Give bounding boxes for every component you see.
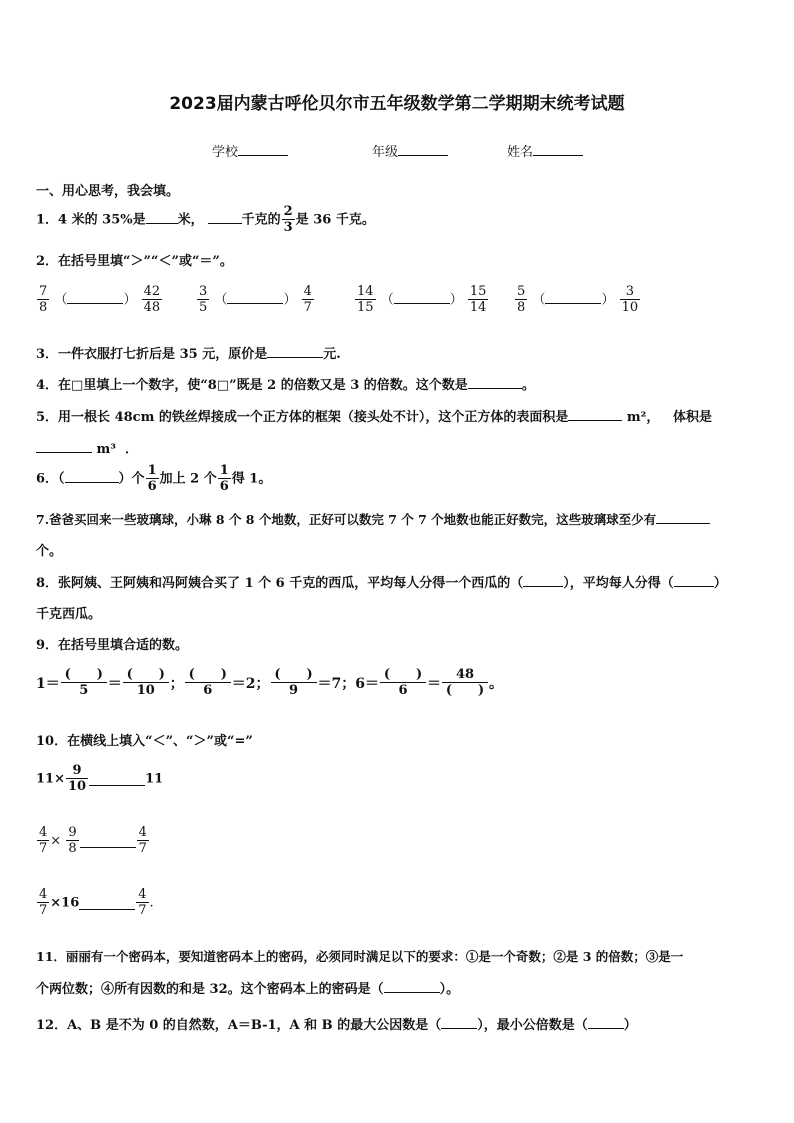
- q9-blank-5[interactable]: ( ): [383, 667, 423, 682]
- fraction: $\frac{1}{6}$: [219, 463, 229, 494]
- fraction: $\frac{42}{48}$: [143, 284, 161, 315]
- q2-item-2: $\frac{3}{5}$ （ ） $\frac{4}{7}$: [199, 284, 312, 315]
- fraction: $\frac{( )}{10}$: [123, 668, 169, 698]
- q1-blank-1[interactable]: [146, 211, 178, 224]
- fraction: $\frac{( )}{9}$: [271, 668, 317, 698]
- page-title: 2023届内蒙古呼伦贝尔市五年级数学第二学期期末统考试题: [169, 94, 625, 114]
- fraction: $\frac{3}{5}$: [199, 284, 208, 315]
- question-8-cont: 千克西瓜。: [36, 607, 102, 622]
- fraction: $\frac{4}{7}$: [39, 887, 48, 918]
- question-12: 12．A、B 是不为 0 的自然数，A＝B-1，A 和 B 的最大公因数是（ ），最小公倍数是（ ）: [36, 1018, 637, 1033]
- question-10: 10．在横线上填入“＜”、“＞”或“=”: [36, 734, 253, 749]
- question-5-cont: m³ ．: [36, 438, 138, 457]
- fraction: $\frac{( )}{6}$: [380, 668, 426, 698]
- q10-row-2: $\frac{4}{7}$ × $\frac{9}{8}$ $\frac{4}{7}$: [39, 825, 147, 856]
- fraction: $\frac{4}{7}$: [39, 825, 48, 856]
- question-6: 6．（ ）个 $\frac{1}{6}$ 加上 2 个 $\frac{1}{6}$ 得 1。: [36, 463, 272, 494]
- section-heading: 一、用心思考，我会填。: [36, 184, 180, 199]
- q10-row-1: 11× $\frac{9}{10}$ 11: [36, 763, 164, 794]
- q10-blank-2[interactable]: [80, 835, 136, 848]
- fraction: $\frac{4}{7}$: [138, 887, 147, 918]
- q11-blank[interactable]: [384, 980, 440, 993]
- q8-blank-2[interactable]: [674, 574, 714, 587]
- q2-item-3: $\frac{14}{15}$ （ ） $\frac{15}{14}$: [357, 284, 487, 315]
- fraction: $\frac{( )}{5}$: [61, 668, 107, 698]
- fraction: $\frac{15}{14}$: [469, 284, 487, 315]
- fraction: $\frac{1}{6}$: [147, 463, 157, 494]
- fraction: $\frac{3}{10}$: [621, 284, 639, 315]
- question-7-cont: 个。: [36, 544, 63, 559]
- name-blank[interactable]: [533, 142, 583, 156]
- question-5: 5．用一根长 48cm 的铁丝焊接成一个正方体的框架（接头处不计），这个正方体的表面积是 m²， 体积是: [36, 410, 712, 425]
- q9-blank-1[interactable]: ( ): [64, 667, 103, 682]
- question-4: 4．在□里填上一个数字，使“8□”既是 2 的倍数又是 3 的倍数。这个数是 。: [36, 378, 535, 393]
- q2-blank-3[interactable]: [394, 291, 450, 304]
- fraction: $\frac{5}{8}$: [517, 284, 526, 315]
- q2-blank-2[interactable]: [227, 291, 283, 304]
- q1-fraction: $\frac{2}{3}$: [283, 204, 293, 235]
- q7-blank[interactable]: [656, 511, 710, 524]
- q8-blank-1[interactable]: [523, 574, 563, 587]
- question-2: 2．在括号里填“＞”“＜”或“＝”。: [36, 254, 233, 269]
- grade-blank[interactable]: [398, 142, 448, 156]
- q10-row-3: $\frac{4}{7}$ ×16 $\frac{4}{7}$ .: [39, 887, 154, 918]
- name-label: 姓名: [507, 145, 534, 160]
- q2-item-1: $\frac{7}{8}$ （ ） $\frac{42}{48}$: [39, 284, 161, 315]
- q4-blank[interactable]: [468, 376, 522, 389]
- fraction: $\frac{48}{( )}$: [442, 668, 488, 698]
- question-8: 8．张阿姨、王阿姨和冯阿姨合买了 1 个 6 千克的西瓜，平均每人分得一个西瓜的（ ），平均每人分得（ ）: [36, 576, 727, 591]
- fraction: $\frac{9}{10}$: [67, 763, 87, 794]
- q6-blank[interactable]: [65, 470, 119, 483]
- q12-blank-1[interactable]: [441, 1016, 477, 1029]
- fraction: $\frac{4}{7}$: [138, 825, 147, 856]
- q1-text-d: 是 36 千克。: [295, 212, 375, 228]
- school-blank[interactable]: [238, 142, 288, 156]
- school-field[interactable]: [212, 141, 288, 160]
- question-1: [36, 205, 375, 235]
- fraction: $\frac{14}{15}$: [357, 284, 374, 315]
- question-11: 11．丽丽有一个密码本，要知道密码本上的密码，必须同时满足以下的要求：①是一个奇数；②是 3 的倍数；③是一: [36, 949, 684, 964]
- q1-text-a: 1．4 米的 35%是: [36, 212, 146, 228]
- q3-blank[interactable]: [267, 345, 323, 358]
- q9-blank-6[interactable]: ( ): [442, 682, 488, 698]
- q1-blank-2[interactable]: [208, 211, 242, 224]
- q9-blank-4[interactable]: ( ): [274, 667, 313, 682]
- fraction: $\frac{9}{8}$: [68, 825, 77, 856]
- question-11-cont: 个两位数；④所有因数的和是 32。这个密码本上的密码是（ ）。: [36, 982, 460, 997]
- grade-label: 年级: [372, 145, 399, 160]
- fraction: $\frac{7}{8}$: [39, 284, 48, 315]
- q1-text-b: 米，: [177, 212, 204, 228]
- q5-blank-2[interactable]: [36, 440, 92, 453]
- q12-blank-2[interactable]: [588, 1016, 624, 1029]
- q2-blank-4[interactable]: [545, 291, 601, 304]
- q2-blank-1[interactable]: [67, 291, 123, 304]
- q10-blank-1[interactable]: [89, 773, 145, 786]
- q5-blank-1[interactable]: [568, 408, 622, 421]
- q9-blank-3[interactable]: ( ): [188, 667, 227, 682]
- q9-blank-2[interactable]: ( ): [126, 667, 165, 682]
- grade-field[interactable]: [372, 141, 448, 160]
- fraction: $\frac{( )}{6}$: [185, 668, 231, 698]
- name-field[interactable]: [507, 141, 583, 160]
- question-7: 7.爸爸买回来一些玻璃球，小琳 8 个 8 个地数，正好可以数完 7 个 7 个地数也能正好数完，这些玻璃球至少有: [36, 510, 710, 528]
- q2-item-4: $\frac{5}{8}$ （ ） $\frac{3}{10}$: [517, 284, 639, 315]
- q10-blank-3[interactable]: [79, 897, 135, 910]
- q1-text-c: 千克的: [241, 212, 281, 228]
- school-label: 学校: [212, 145, 239, 160]
- question-9: 9．在括号里填合适的数。: [36, 638, 189, 653]
- fraction: $\frac{4}{7}$: [303, 284, 312, 315]
- q9-equations: 1＝ $\frac{( )}{5}$ ＝ $\frac{( )}{10}$ ； $\frac{( )}{6}$ ＝2； $\frac{( )}{9}$ ＝7；6＝ $\frac{( )}{6}$ ＝ $\frac{48}{( )}$ 。: [36, 667, 503, 698]
- question-3: 3．一件衣服打七折后是 35 元，原价是 元.: [36, 347, 341, 362]
